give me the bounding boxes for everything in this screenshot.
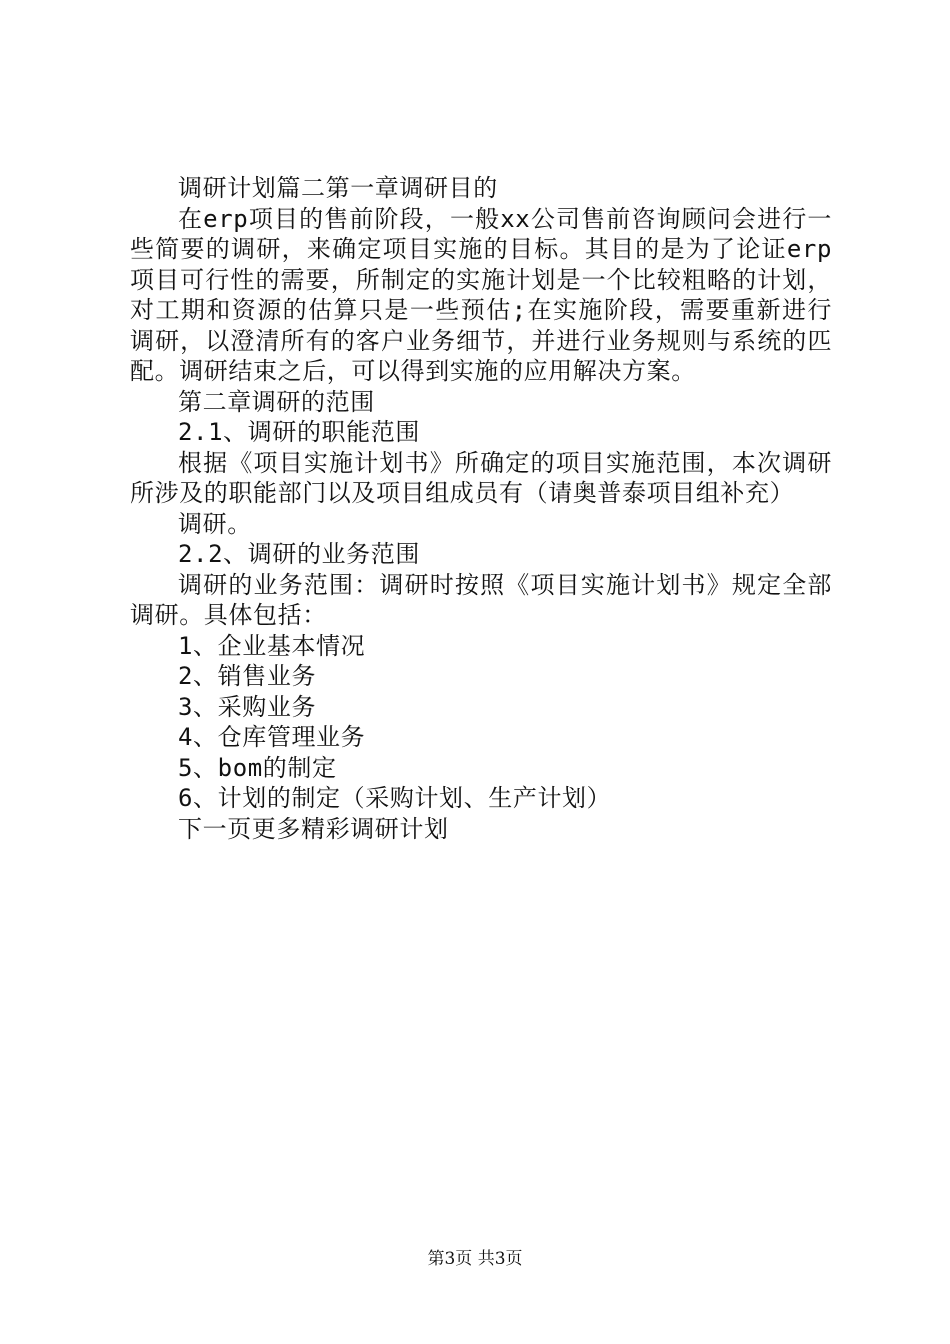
subsection-heading: 2.1、调研的职能范围 (178, 418, 420, 446)
section-heading: 调研计划篇二第一章调研目的 (178, 174, 498, 202)
document-body (130, 173, 832, 844)
subsection-heading: 2.2、调研的业务范围 (178, 540, 420, 568)
list-item: 1、企业基本情况 (178, 631, 366, 660)
page-footer: 第3页 共3页 (427, 1249, 523, 1269)
list-item: 2、销售业务 (178, 662, 317, 690)
list-item: 3、采购业务 (178, 692, 317, 721)
paragraph: 根据《项目实施计划书》所确定的项目实施范围，本次调研所涉及的职能部门以及项目组成员有（请奥普泰项目组补充） (130, 448, 832, 507)
section-heading: 第二章调研的范围 (178, 387, 375, 416)
paragraph: 在erp项目的售前阶段，一般xx公司售前咨询顾问会进行一些简要的调研，来确定项目实施的目标。其目的是为了论证erp项目可行性的需要，所制定的实施计划是一个比较粗略的计划，对工期和资源的估算只是一些预估;在实施阶段，需要重新进行调研，以澄清所有的客户业务细节，并进行业务规则与系统的匹配。调研结束之后，可以得到实施的应用解决方案。 (130, 204, 832, 385)
next-page-link-text: 下一页更多精彩调研计划 (178, 814, 449, 843)
paragraph: 调研。 (178, 509, 252, 538)
list-item: 5、bom的制定 (178, 753, 337, 782)
list-item: 6、计划的制定（采购计划、生产计划） (178, 784, 612, 812)
paragraph: 调研的业务范围：调研时按照《项目实施计划书》规定全部调研。具体包括： (130, 570, 832, 629)
list-item: 4、仓库管理业务 (178, 723, 366, 751)
